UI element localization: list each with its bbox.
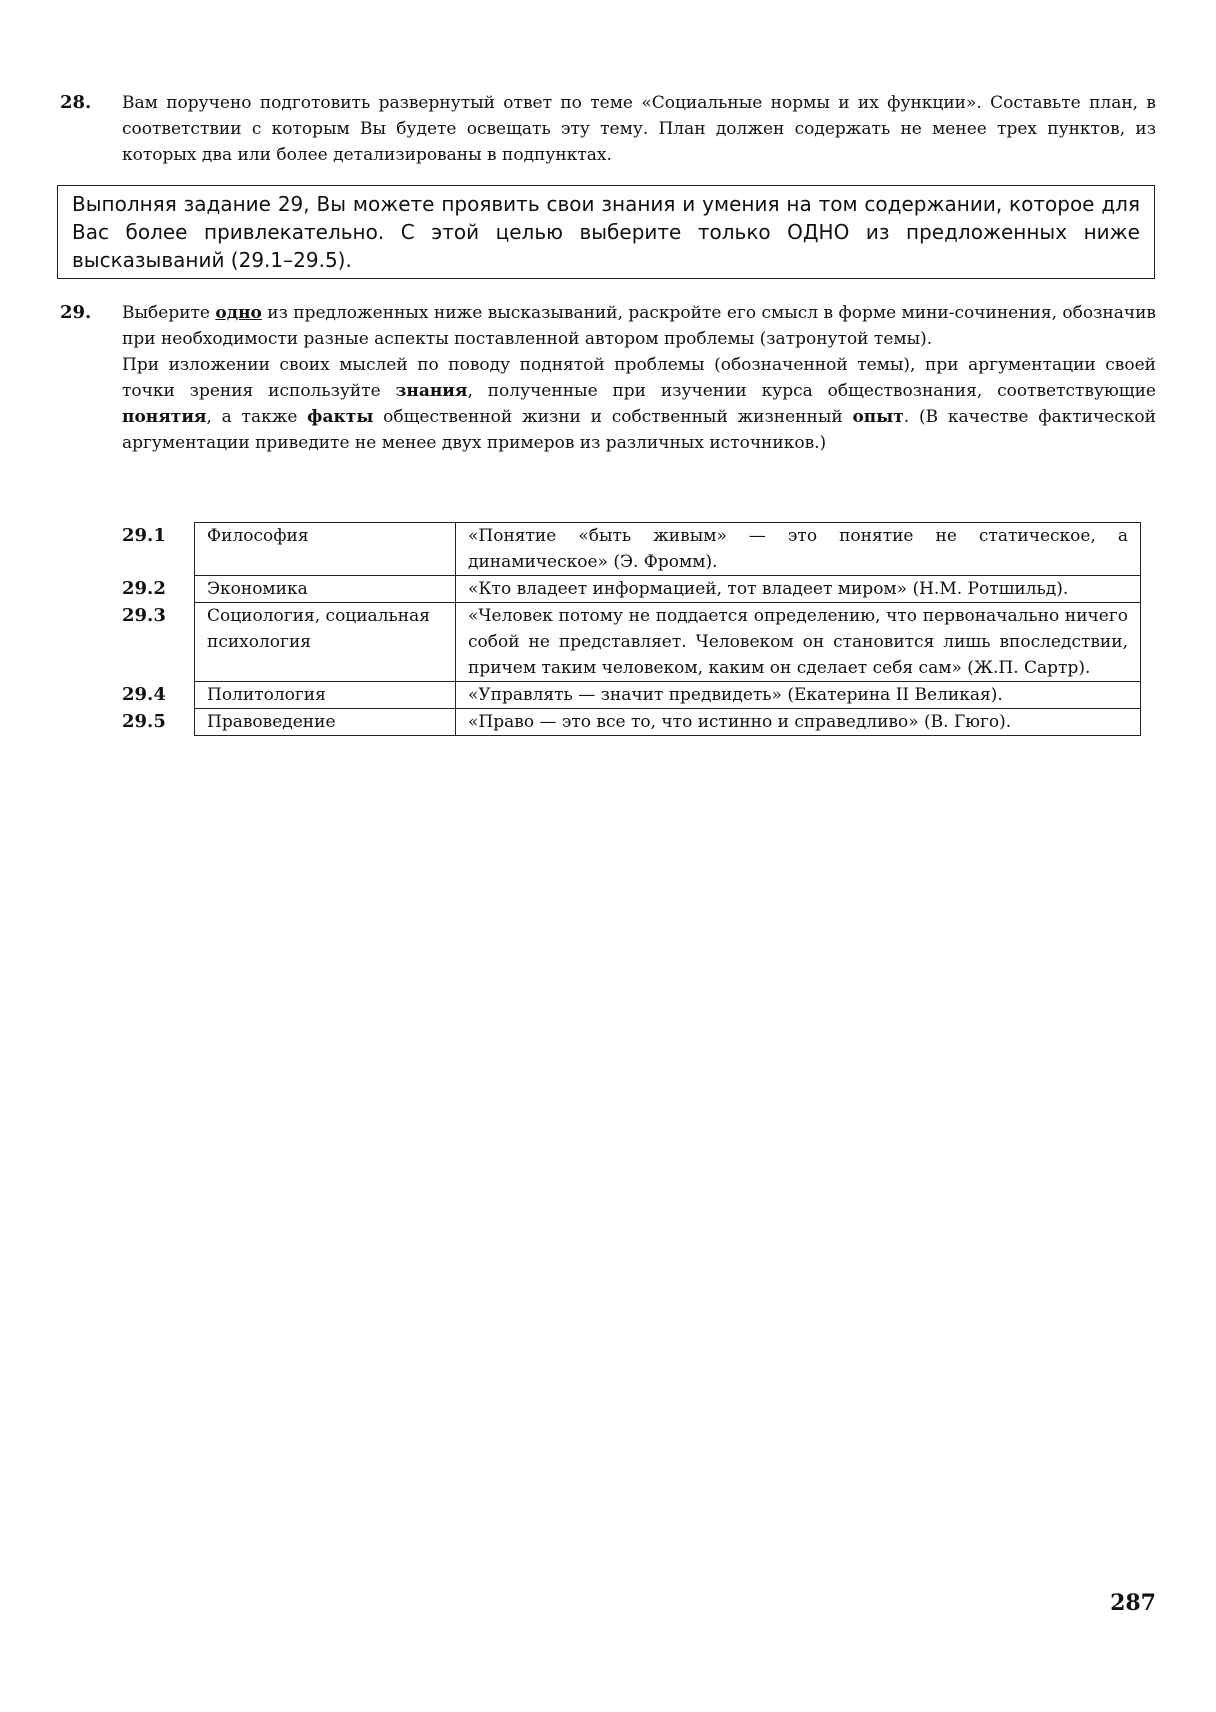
task-29-guidance: При изложении своих мыслей по поводу поднятой проблемы (обозначенной темы), при аргументации своей точки зрения используйте знания, полученные при изучении курса обществознания, соответствующие понятия, а также факты общественной жизни и собственный жизненный опыт. (В качестве фактической аргументации приведите не менее двух примеров из различных источников.) bbox=[122, 355, 1157, 453]
table-row bbox=[122, 523, 1141, 576]
task-29-number: 29. bbox=[60, 302, 92, 323]
table-row bbox=[122, 709, 1141, 736]
keyword-knowledge: знания bbox=[395, 381, 468, 401]
task-29-instruction: Выберите одно из предложенных ниже высказываний, раскройте его смысл в форме мини-сочинения, обозначив при необходимости разные аспекты поставленной автором проблемы (затронутой темы). bbox=[122, 303, 1157, 349]
quote-table bbox=[122, 522, 1141, 736]
row-subject: Философия bbox=[195, 523, 456, 576]
task-28 bbox=[60, 90, 1156, 168]
row-quote: «Право — это все то, что истинно и справедливо» (В. Гюго). bbox=[456, 709, 1141, 736]
keyword-facts: факты bbox=[307, 407, 374, 427]
row-subject: Правоведение bbox=[195, 709, 456, 736]
row-number: 29.5 bbox=[122, 710, 166, 732]
row-quote: «Кто владеет информацией, тот владеет миром» (Н.М. Ротшильд). bbox=[456, 576, 1141, 603]
table-row bbox=[122, 603, 1141, 682]
row-number: 29.1 bbox=[122, 524, 166, 546]
row-subject: Экономика bbox=[195, 576, 456, 603]
keyword-experience: опыт bbox=[852, 407, 904, 427]
row-number: 29.3 bbox=[122, 604, 166, 626]
keyword-concepts: понятия bbox=[122, 407, 207, 427]
row-subject: Политология bbox=[195, 682, 456, 709]
row-number: 29.4 bbox=[122, 683, 166, 705]
page-number: 287 bbox=[1110, 1590, 1156, 1616]
row-number: 29.2 bbox=[122, 577, 166, 599]
task-29 bbox=[60, 300, 1156, 456]
row-quote: «Понятие «быть живым» — это понятие не статическое, а динамическое» (Э. Фромм). bbox=[456, 523, 1141, 576]
task-28-number: 28. bbox=[60, 92, 92, 113]
row-quote: «Человек потому не поддается определению, что первоначально ничего собой не представляет. Человеком он становится лишь впоследствии, причем таким человеком, каким он сделает себя сам» (Ж.П. Сартр). bbox=[456, 603, 1141, 682]
table-row bbox=[122, 576, 1141, 603]
row-quote: «Управлять — значит предвидеть» (Екатерина II Великая). bbox=[456, 682, 1141, 709]
notice-box bbox=[57, 185, 1155, 279]
task-28-text: Вам поручено подготовить развернутый ответ по теме «Социальные нормы и их функции». Составьте план, в соответствии с которым Вы будете освещать эту тему. План должен содержать не менее трех пунктов, из которых два или более детализированы в подпунктах. bbox=[122, 93, 1156, 165]
notice-text: Выполняя задание 29, Вы можете проявить свои знания и умения на том содержании, которое для Вас более привлекательно. С этой целью выберите только ОДНО из предложенных ниже высказываний (29.1–29.5). bbox=[72, 192, 1140, 272]
table-row bbox=[122, 682, 1141, 709]
emphasis-one: одно bbox=[215, 303, 262, 323]
row-subject: Социология, социальная психология bbox=[195, 603, 456, 682]
